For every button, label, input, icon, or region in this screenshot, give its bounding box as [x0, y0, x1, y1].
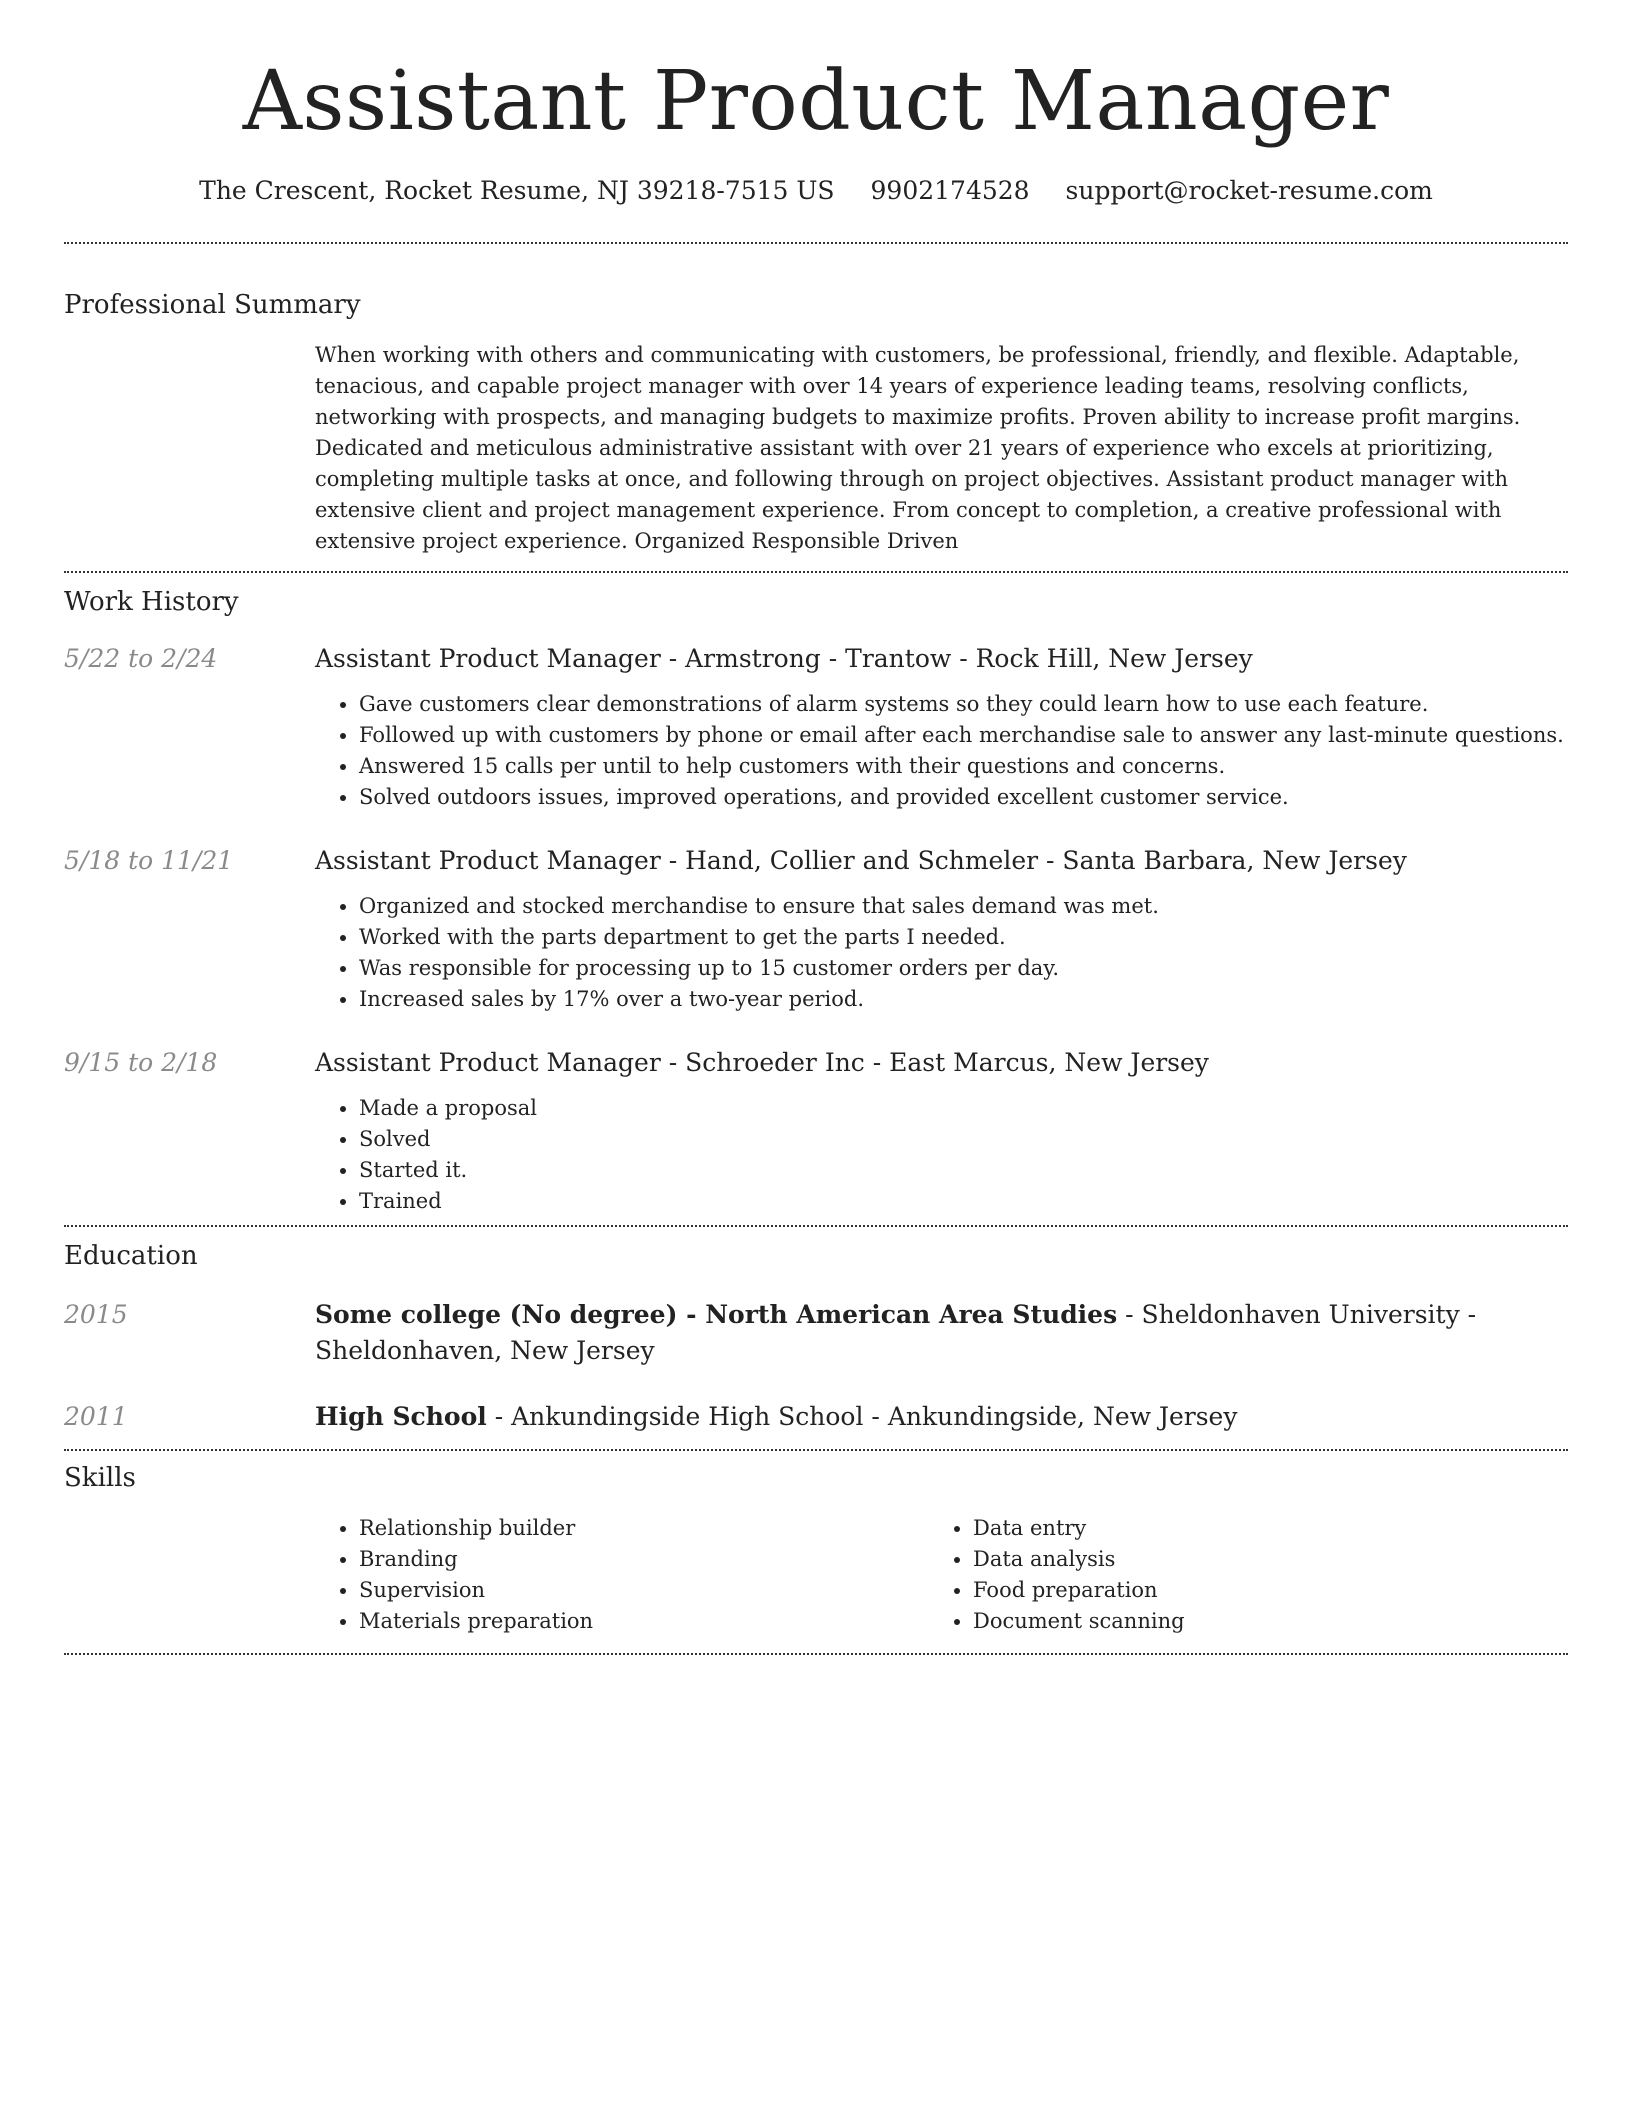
job-dates: 9/15 to 2/18	[64, 1048, 218, 1077]
job-entry	[64, 843, 1568, 1015]
education-school: - Sheldonhaven University - Sheldonhaven, New Jersey	[315, 1300, 1477, 1365]
divider	[64, 1653, 1568, 1655]
list-item: • Gave customers clear demonstrations of alarm systems so they could learn how to use each feature.	[359, 689, 1568, 720]
skill-item: • Data entry	[973, 1513, 1185, 1544]
education-entry	[64, 1399, 1568, 1435]
list-item: • Made a proposal	[359, 1093, 1568, 1124]
job-dates: 5/18 to 11/21	[64, 846, 234, 875]
divider	[64, 1449, 1568, 1451]
education-degree: High School	[315, 1402, 487, 1431]
contact-line	[64, 174, 1568, 208]
job-heading: Assistant Product Manager - Schroeder Inc - East Marcus, New Jersey	[315, 1048, 1209, 1077]
job-bullets	[315, 1093, 1568, 1217]
skill-item: • Materials preparation	[359, 1606, 929, 1637]
section-title-education: Education	[64, 1241, 198, 1271]
skill-item: • Branding	[359, 1544, 929, 1575]
education-entry	[64, 1297, 1568, 1369]
skills-column-right	[929, 1513, 1185, 1637]
resume-page	[64, 0, 1568, 1655]
skills-list	[315, 1513, 1568, 1637]
job-bullets	[315, 689, 1568, 813]
contact-address: The Crescent, Rocket Resume, NJ 39218-7515 US	[199, 176, 835, 205]
divider	[64, 571, 1568, 573]
contact-email: support@rocket-resume.com	[1065, 176, 1433, 205]
list-item: • Started it.	[359, 1155, 1568, 1186]
education-degree: Some college (No degree) - North American Area Studies	[315, 1300, 1118, 1329]
skill-item: • Food preparation	[973, 1575, 1185, 1606]
education-year: 2015	[64, 1300, 128, 1329]
job-entry	[64, 641, 1568, 813]
job-heading: Assistant Product Manager - Armstrong - Trantow - Rock Hill, New Jersey	[315, 644, 1253, 673]
job-dates: 5/22 to 2/24	[64, 644, 218, 673]
summary-text: When working with others and communicating with customers, be professional, friendly, and flexible. Adaptable, tenacious, and capable project manager with over 14 years of experience leading teams, resolving conflicts, networking with prospects, and managing budgets to maximize profits. Proven ability to increase profit margins. Dedicated and meticulous administrative assistant with over 21 years of experience who excels at prioritizing, completing multiple tasks at once, and following through on project objectives. Assistant product manager with extensive client and project management experience. From concept to completion, a creative professional with extensive project experience. Organized Responsible Driven	[315, 343, 1521, 553]
skill-item: • Supervision	[359, 1575, 929, 1606]
section-title-summary: Professional Summary	[64, 290, 361, 320]
skill-item: • Data analysis	[973, 1544, 1185, 1575]
list-item: • Trained	[359, 1186, 1568, 1217]
section-title-work-history: Work History	[64, 587, 239, 617]
skill-item: • Relationship builder	[359, 1513, 929, 1544]
education-school: - Ankundingside High School - Ankundingside, New Jersey	[486, 1402, 1238, 1431]
section-title-skills: Skills	[64, 1463, 136, 1493]
list-item: • Answered 15 calls per until to help customers with their questions and concerns.	[359, 751, 1568, 782]
contact-phone: 9902174528	[870, 176, 1030, 205]
job-bullets	[315, 891, 1568, 1015]
list-item: • Followed up with customers by phone or email after each merchandise sale to answer any last-minute questions.	[359, 720, 1568, 751]
job-entry	[64, 1045, 1568, 1217]
education-year: 2011	[64, 1402, 128, 1431]
divider	[64, 1225, 1568, 1227]
list-item: • Solved outdoors issues, improved operations, and provided excellent customer service.	[359, 782, 1568, 813]
list-item: • Solved	[359, 1124, 1568, 1155]
page-title: Assistant Product Manager	[242, 54, 1390, 149]
skills-column-left	[315, 1513, 929, 1637]
list-item: • Organized and stocked merchandise to ensure that sales demand was met.	[359, 891, 1568, 922]
job-heading: Assistant Product Manager - Hand, Collier and Schmeler - Santa Barbara, New Jersey	[315, 846, 1407, 875]
list-item: • Increased sales by 17% over a two-year period.	[359, 984, 1568, 1015]
skill-item: • Document scanning	[973, 1606, 1185, 1637]
divider	[64, 242, 1568, 244]
list-item: • Was responsible for processing up to 15 customer orders per day.	[359, 953, 1568, 984]
list-item: • Worked with the parts department to get the parts I needed.	[359, 922, 1568, 953]
